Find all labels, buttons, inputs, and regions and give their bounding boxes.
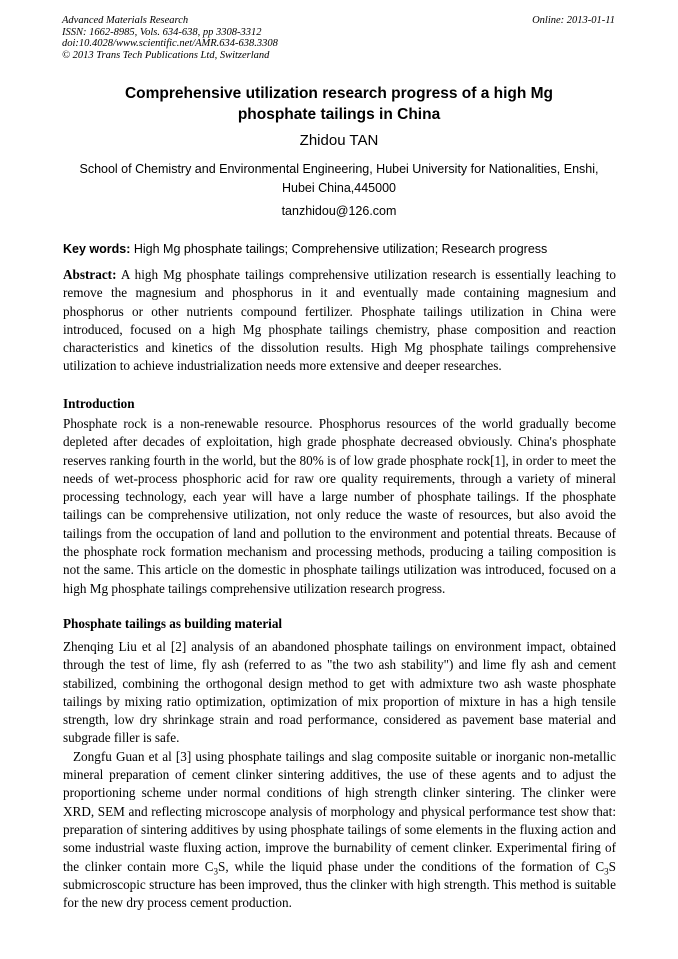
intro-paragraph [63, 415, 616, 598]
subscript-3: 3 [604, 866, 609, 877]
author-email: tanzhidou@126.com [281, 204, 397, 218]
affiliation-line-1: School of Chemistry and Environmental Engineering, Hubei University for Nationalities, Enshi, [79, 162, 599, 176]
issn-line: ISSN: 1662-8985, Vols. 634-638, pp 3308-3312 [62, 26, 262, 38]
paragraph-2-part-c: S submicroscopic structure has been improved, thus the clinker with high strength. This method is suitable for the new dry process cement production. [63, 858, 616, 911]
title-line-2: phosphate tailings in China [237, 106, 441, 123]
paper-title [62, 83, 616, 125]
keywords-text: High Mg phosphate tailings; Comprehensive utilization; Research progress [133, 242, 548, 256]
title-line-1: Comprehensive utilization research progress of a high Mg [124, 85, 554, 102]
journal-name: Advanced Materials Research [62, 15, 189, 26]
building-paragraph-2 [63, 748, 616, 913]
doi-line: doi:10.4028/www.scientific.net/AMR.634-638.3308 [62, 38, 278, 49]
paragraph-2-part-a: Zongfu Guan et al [3] using phosphate tailings and slag composite suitable or inorganic non-metallic mineral preparation of cement clinker sintering additives, the use of these agents and to adjust the proportioning scheme under normal conditions of high strength clinker sintering. The clinker were XRD, SEM and reflecting microscope analysis of morphology and physical performance test show that: preparation of sintering additives by using phosphate tailings of some elements in the fluxing action and some industrial waste fluxing action, improve the burnability of cement clinker. Experimental firing of the clinker contain more C [63, 748, 616, 874]
paragraph-2-part-b: S, while the liquid phase under the conditions of the formation of C [218, 858, 605, 874]
keywords-label: Key words: [63, 242, 131, 256]
abstract-label: Abstract: [63, 267, 117, 282]
building-paragraph-1: Zhenqing Liu et al [2] analysis of an abandoned phosphate tailings on environment impact, obtained through the test of lime, fly ash (referred to as "the two ash stability") and lime fly ash and cement stabilized, combining the orthogonal design method to get with admixture two ash waste phosphate tailings by mixing ratio optimization, optimization of mix proportion of mixture in has a high tensile strength, low dry shrinkage strain and road performance, considered as pavement base material and subgrade filler is safe. [63, 639, 616, 746]
building-material-heading: Phosphate tailings as building material [63, 616, 283, 631]
journal-header [62, 15, 278, 61]
keywords [63, 240, 616, 258]
online-date: Online: 2013-01-11 [532, 15, 615, 26]
building-material-section [63, 638, 616, 912]
intro-heading: Introduction [63, 396, 135, 411]
affiliation-line-2: Hubei China,445000 [282, 181, 396, 195]
abstract-text: A high Mg phosphate tailings comprehensive utilization research is essentially leaching to remove the magnesium and phosphorus in it and eventually made containing magnesium and phosphorus or other nutrients compound fertilizer. Phosphate tailings utilization in China were introduced, focused on a high Mg phosphate tailings chemistry, phase composition and reaction characteristics and kinetics of the dissolution results. High Mg phosphate tailings comprehensive utilization to achieve industrialization needs more extensive and deeper researches. [63, 267, 616, 374]
author-name: Zhidou TAN [299, 132, 379, 149]
intro-text: Phosphate rock is a non-renewable resource. Phosphorus resources of the world gradually become depleted after decades of exploitation, high grade phosphate decreased obviously. China's phosphate reserves ranking fourth in the world, but the 80% is of low grade phosphate rock[1], in order to meet the needs of wet-process phosphoric acid for raw ore quality requirements, through a variety of mineral processing technology, each year will have a large number of phosphate tailings. If the phosphate tailings can be comprehensive utilization, not only reduce the waste of resources, but also avoid the tailings from the occupation of land and pollution to the environment and potential threats. Because of the phosphate rock formation mechanism and processing methods, producing a tailing composition is not the same. This article on the domestic in phosphate tailings utilization was introduced, focused on a high Mg phosphate tailings comprehensive utilization research progress. [63, 416, 616, 596]
abstract [63, 266, 616, 376]
copyright-line: © 2013 Trans Tech Publications Ltd, Switzerland [62, 49, 270, 61]
affiliation [62, 160, 616, 198]
subscript-3: 3 [213, 866, 219, 877]
